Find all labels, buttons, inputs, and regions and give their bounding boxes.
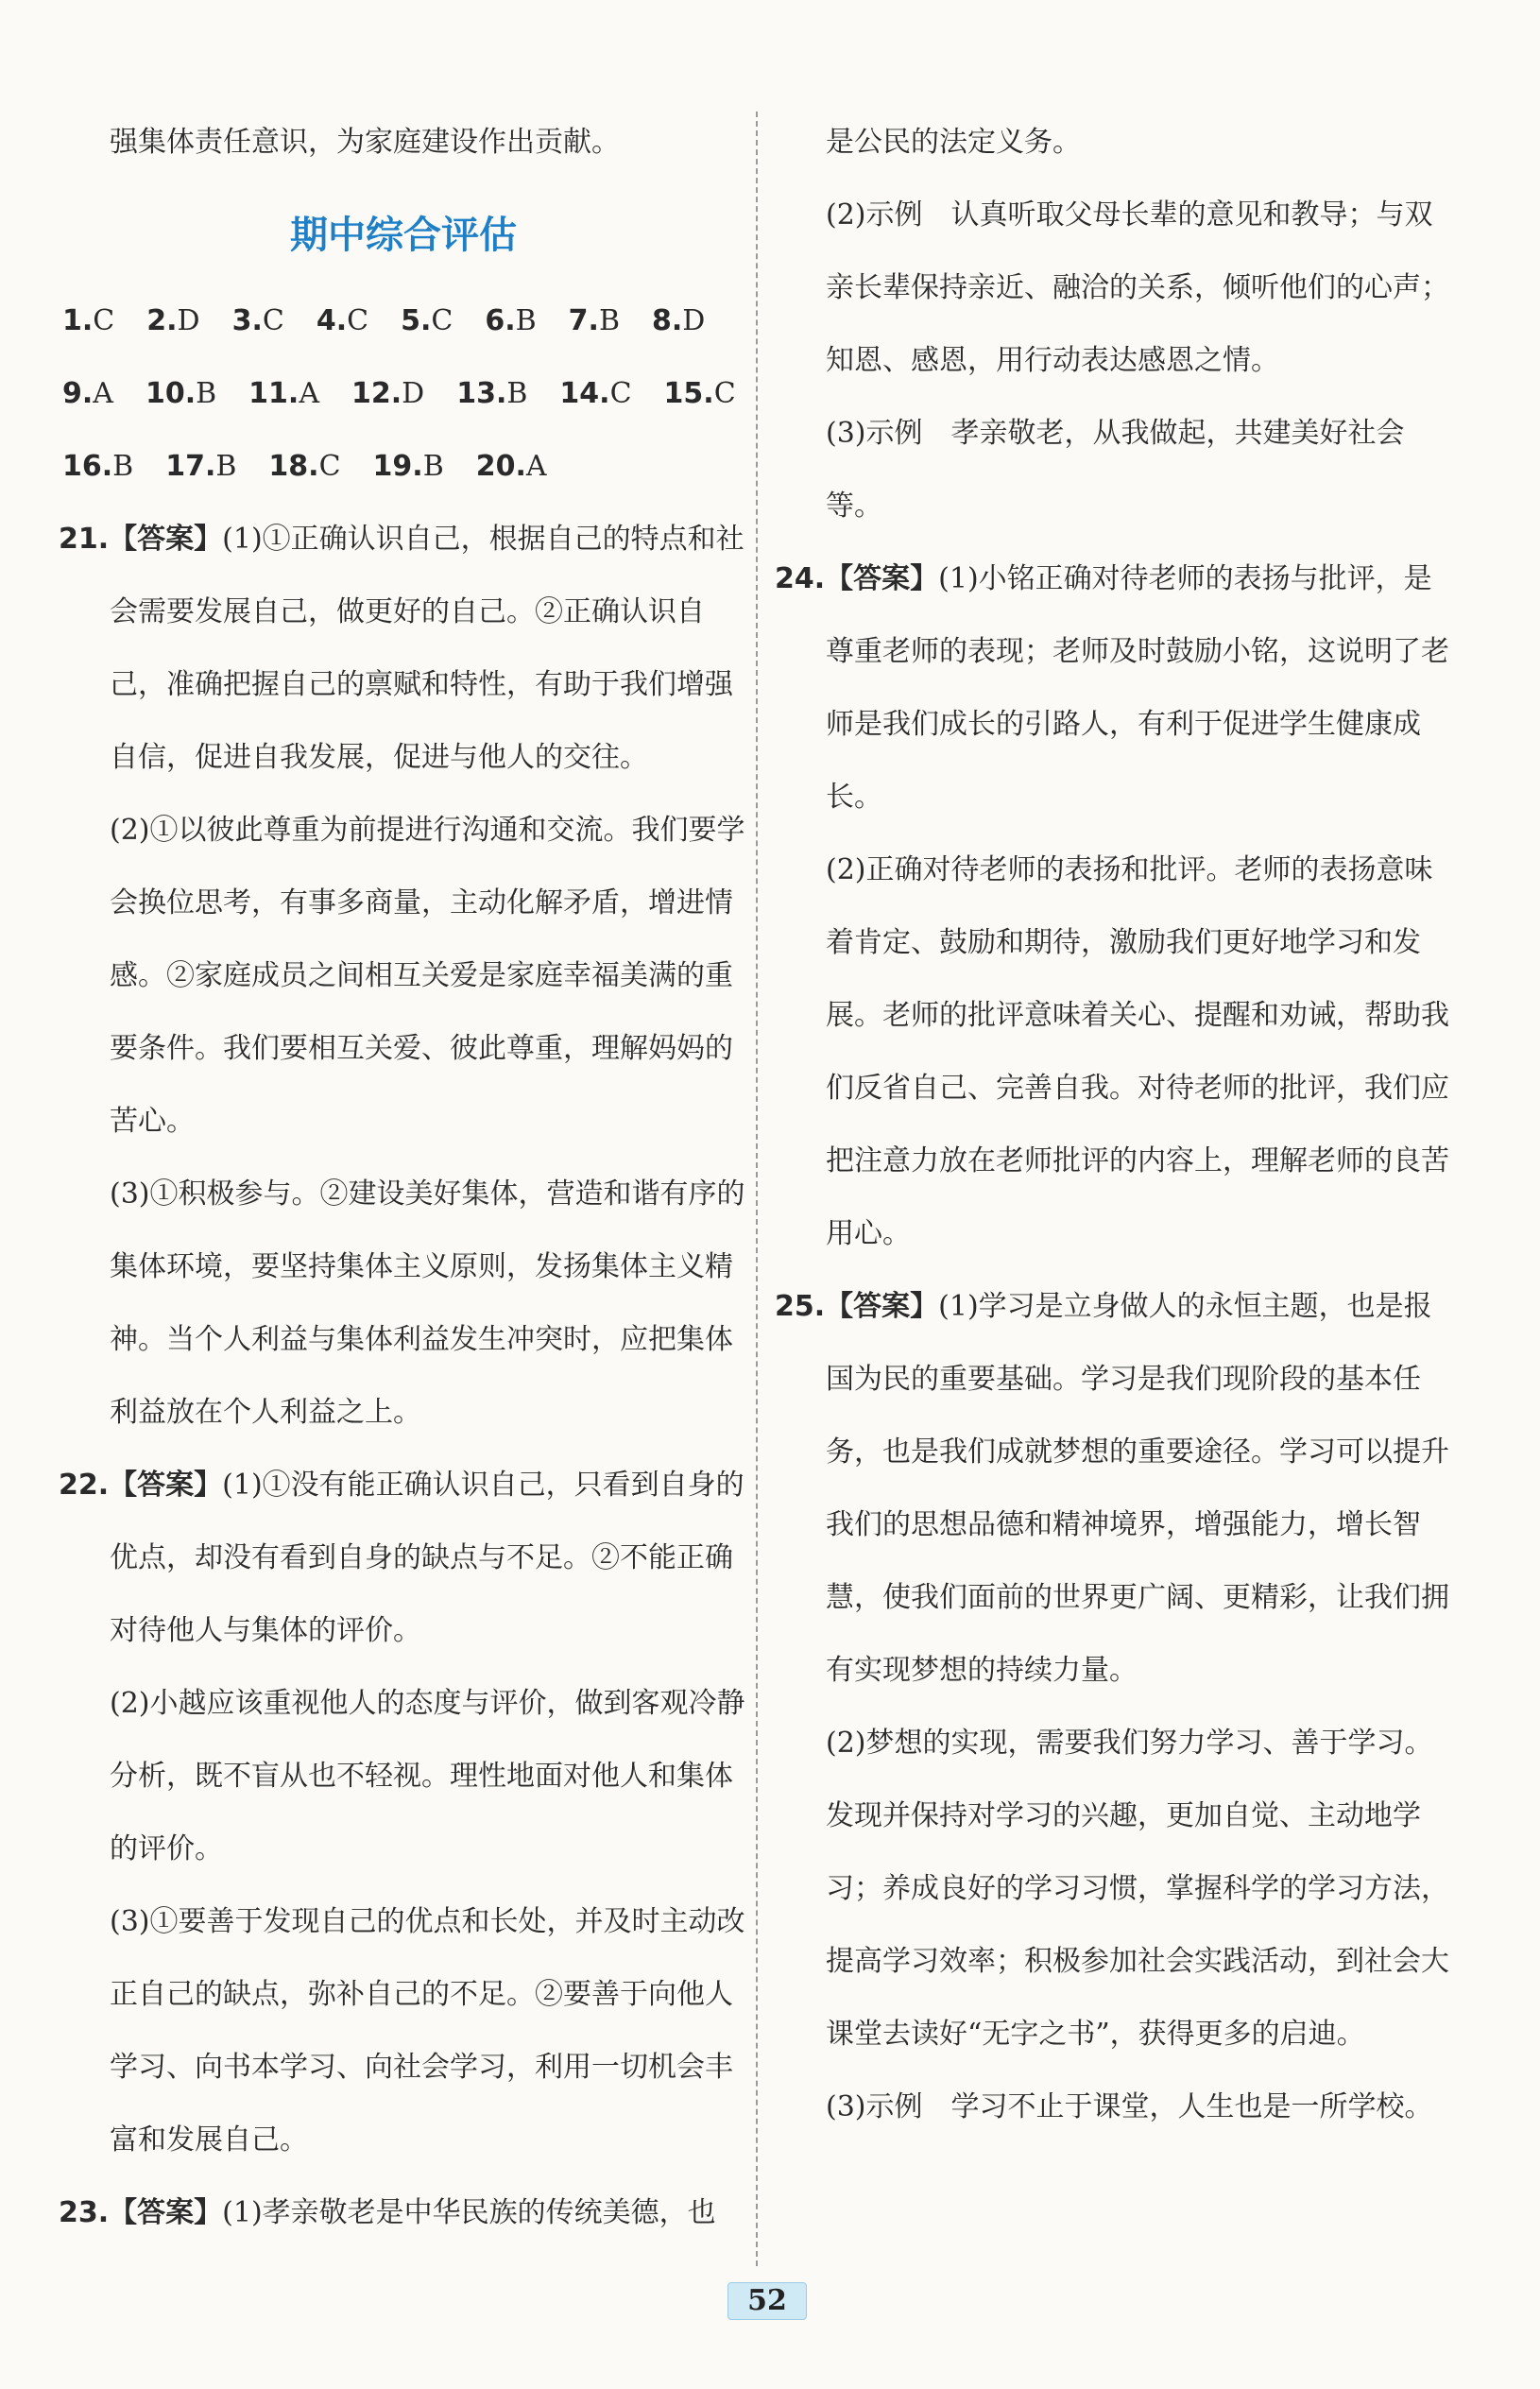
mc-number: 4. xyxy=(316,304,348,337)
mc-letter: C xyxy=(318,450,341,483)
question-number: 24. xyxy=(775,562,826,595)
mc-number: 2. xyxy=(146,304,178,337)
answer-paragraph: (2)小越应该重视他人的态度与评价，做到客观冷静分析，既不盲从也不轻视。理性地面对他人和集体的评价。 xyxy=(110,1687,745,1865)
answer-text: (1)孝亲敬老是中华民族的传统美德，也 xyxy=(222,2196,716,2229)
mc-number: 14. xyxy=(559,377,610,410)
answer-paragraph: (2)示例 认真听取父母长辈的意见和教导；与双亲长辈保持亲近、融洽的关系，倾听他们的心声；知恩、感恩，用行动表达感恩之情。 xyxy=(826,198,1449,377)
mc-number: 20. xyxy=(475,450,526,483)
mc-letter: D xyxy=(177,304,200,337)
answer-paragraph: (3)示例 孝亲敬老，从我做起，共建美好社会等。 xyxy=(826,417,1405,523)
mc-letter: B xyxy=(215,450,237,483)
mc-letter: D xyxy=(682,304,706,337)
question-number: 23. xyxy=(59,2196,110,2229)
mc-number: 16. xyxy=(62,450,113,483)
mc-answer xyxy=(62,357,113,430)
mc-answer xyxy=(62,284,114,357)
mc-number: 13. xyxy=(456,377,507,410)
mc-letter: C xyxy=(431,304,453,337)
mc-row xyxy=(59,284,748,357)
answer-tag: 【答案】 xyxy=(109,2196,223,2229)
question-22 xyxy=(59,1449,748,1667)
mc-letter: B xyxy=(598,304,620,337)
mc-letter: C xyxy=(93,304,115,337)
mc-number: 19. xyxy=(372,450,423,483)
mc-number: 10. xyxy=(145,377,197,410)
section-title: 期中综合评估 xyxy=(290,214,517,257)
answer-text: (1)学习是立身做人的永恒主题，也是报国为民的重要基础。学习是我们现阶段的基本任务，也是我们成就梦想的重要途径。学习可以提升我们的思想品德和精神境界，增强能力，增长智慧，使我们面前的世界更广阔、更精彩，让我们拥有实现梦想的持续力量。 xyxy=(826,1290,1449,1687)
mc-number: 1. xyxy=(62,304,94,337)
mc-letter: B xyxy=(422,450,444,483)
mc-row xyxy=(59,430,748,503)
question-24 xyxy=(775,542,1455,834)
mc-answer xyxy=(664,357,736,430)
question-number: 25. xyxy=(775,1290,826,1323)
answer-tag: 【答案】 xyxy=(825,562,939,595)
answer-tag: 【答案】 xyxy=(109,523,223,556)
mc-letter: B xyxy=(112,450,134,483)
mc-number: 7. xyxy=(568,304,599,337)
left-column xyxy=(59,106,748,2249)
answer-paragraph: (3)示例 学习不止于课堂，人生也是一所学校。 xyxy=(826,2090,1433,2123)
answer-paragraph: (2)正确对待老师的表扬和批评。老师的表扬意味着肯定、鼓励和期待，激励我们更好地学习和发展。老师的批评意味着关心、提醒和劝诫，帮助我们反省自己、完善自我。对待老师的批评，我们应把注意力放在老师批评的内容上，理解老师的良苦用心。 xyxy=(826,853,1449,1250)
mc-number: 6. xyxy=(485,304,516,337)
mc-row xyxy=(59,357,748,430)
answer-tag: 【答案】 xyxy=(825,1290,939,1323)
mc-answer xyxy=(146,284,199,357)
mc-answer xyxy=(559,357,631,430)
mc-letter: B xyxy=(515,304,537,337)
mc-number: 12. xyxy=(351,377,402,410)
column-divider xyxy=(756,112,758,2266)
mc-number: 15. xyxy=(663,377,714,410)
answer-continuation: 是公民的法定义务。 xyxy=(826,126,1081,159)
mc-answer xyxy=(652,284,705,357)
mc-letter: C xyxy=(713,377,736,410)
mc-answer xyxy=(145,357,216,430)
mc-answer xyxy=(485,284,536,357)
intro-text: 强集体责任意识，为家庭建设作出贡献。 xyxy=(110,126,620,159)
mc-number: 8. xyxy=(652,304,683,337)
mc-letter: B xyxy=(196,377,217,410)
mc-letter: C xyxy=(347,304,369,337)
answer-tag: 【答案】 xyxy=(109,1469,223,1502)
mc-letter: C xyxy=(609,377,632,410)
mc-answer xyxy=(317,284,368,357)
answer-paragraph: (3)①要善于发现自己的优点和长处，并及时主动改正自己的缺点，弥补自己的不足。②要善于向他人学习、向书本学习、向社会学习，利用一切机会丰富和发展自己。 xyxy=(110,1905,745,2157)
question-21 xyxy=(59,503,748,794)
mc-answer xyxy=(62,430,133,503)
mc-letter: A xyxy=(525,450,547,483)
mc-number: 3. xyxy=(231,304,263,337)
mc-answer xyxy=(232,284,284,357)
mc-number: 11. xyxy=(248,377,299,410)
mc-answer xyxy=(569,284,620,357)
mc-letter: D xyxy=(402,377,425,410)
question-23 xyxy=(59,2176,748,2249)
answer-paragraph: (2)①以彼此尊重为前提进行沟通和交流。我们要学会换位思考，有事多商量，主动化解矛盾，增进情感。②家庭成员之间相互关爱是家庭幸福美满的重要条件。我们要相互关爱、彼此尊重，理解妈妈的苦心。 xyxy=(110,814,745,1138)
mc-letter: C xyxy=(262,304,284,337)
mc-answer xyxy=(476,430,547,503)
answer-paragraph: (2)梦想的实现，需要我们努力学习、善于学习。发现并保持对学习的兴趣，更加自觉、主动地学习；养成良好的学习习惯，掌握科学的学习方法，提高学习效率；积极参加社会实践活动，到社会大课堂去读好“无字之书”，获得更多的启迪。 xyxy=(826,1727,1449,2051)
mc-answer xyxy=(456,357,527,430)
question-25 xyxy=(775,1270,1455,1707)
mc-letter: B xyxy=(506,377,528,410)
right-column xyxy=(775,106,1455,2143)
page-number: 52 xyxy=(727,2282,807,2320)
mc-answer xyxy=(165,430,236,503)
answer-text: (1)小铭正确对待老师的表扬与批评，是尊重老师的表现；老师及时鼓励小铭，这说明了老师是我们成长的引路人，有利于促进学生健康成长。 xyxy=(826,562,1449,814)
multiple-choice-answers xyxy=(59,284,748,503)
mc-answer xyxy=(373,430,444,503)
mc-letter: A xyxy=(299,377,319,410)
answer-text: (1)①正确认识自己，根据自己的特点和社会需要发展自己，做更好的自己。②正确认识自己，准确把握自己的禀赋和特性，有助于我们增强自信，促进自我发展，促进与他人的交往。 xyxy=(110,523,744,774)
question-number: 21. xyxy=(59,523,110,556)
mc-letter: A xyxy=(93,377,113,410)
mc-number: 5. xyxy=(401,304,432,337)
mc-number: 17. xyxy=(165,450,216,483)
mc-number: 18. xyxy=(268,450,319,483)
question-number: 22. xyxy=(59,1469,110,1502)
answer-text: (1)①没有能正确认识自己，只看到自身的优点，却没有看到自身的缺点与不足。②不能正确对待他人与集体的评价。 xyxy=(110,1469,744,1647)
mc-number: 9. xyxy=(62,377,94,410)
mc-answer xyxy=(351,357,424,430)
answer-paragraph: (3)①积极参与。②建设美好集体，营造和谐有序的集体环境，要坚持集体主义原则，发扬集体主义精神。当个人利益与集体利益发生冲突时，应把集体利益放在个人利益之上。 xyxy=(110,1177,745,1429)
mc-answer xyxy=(401,284,453,357)
mc-answer xyxy=(268,430,340,503)
mc-answer xyxy=(248,357,319,430)
